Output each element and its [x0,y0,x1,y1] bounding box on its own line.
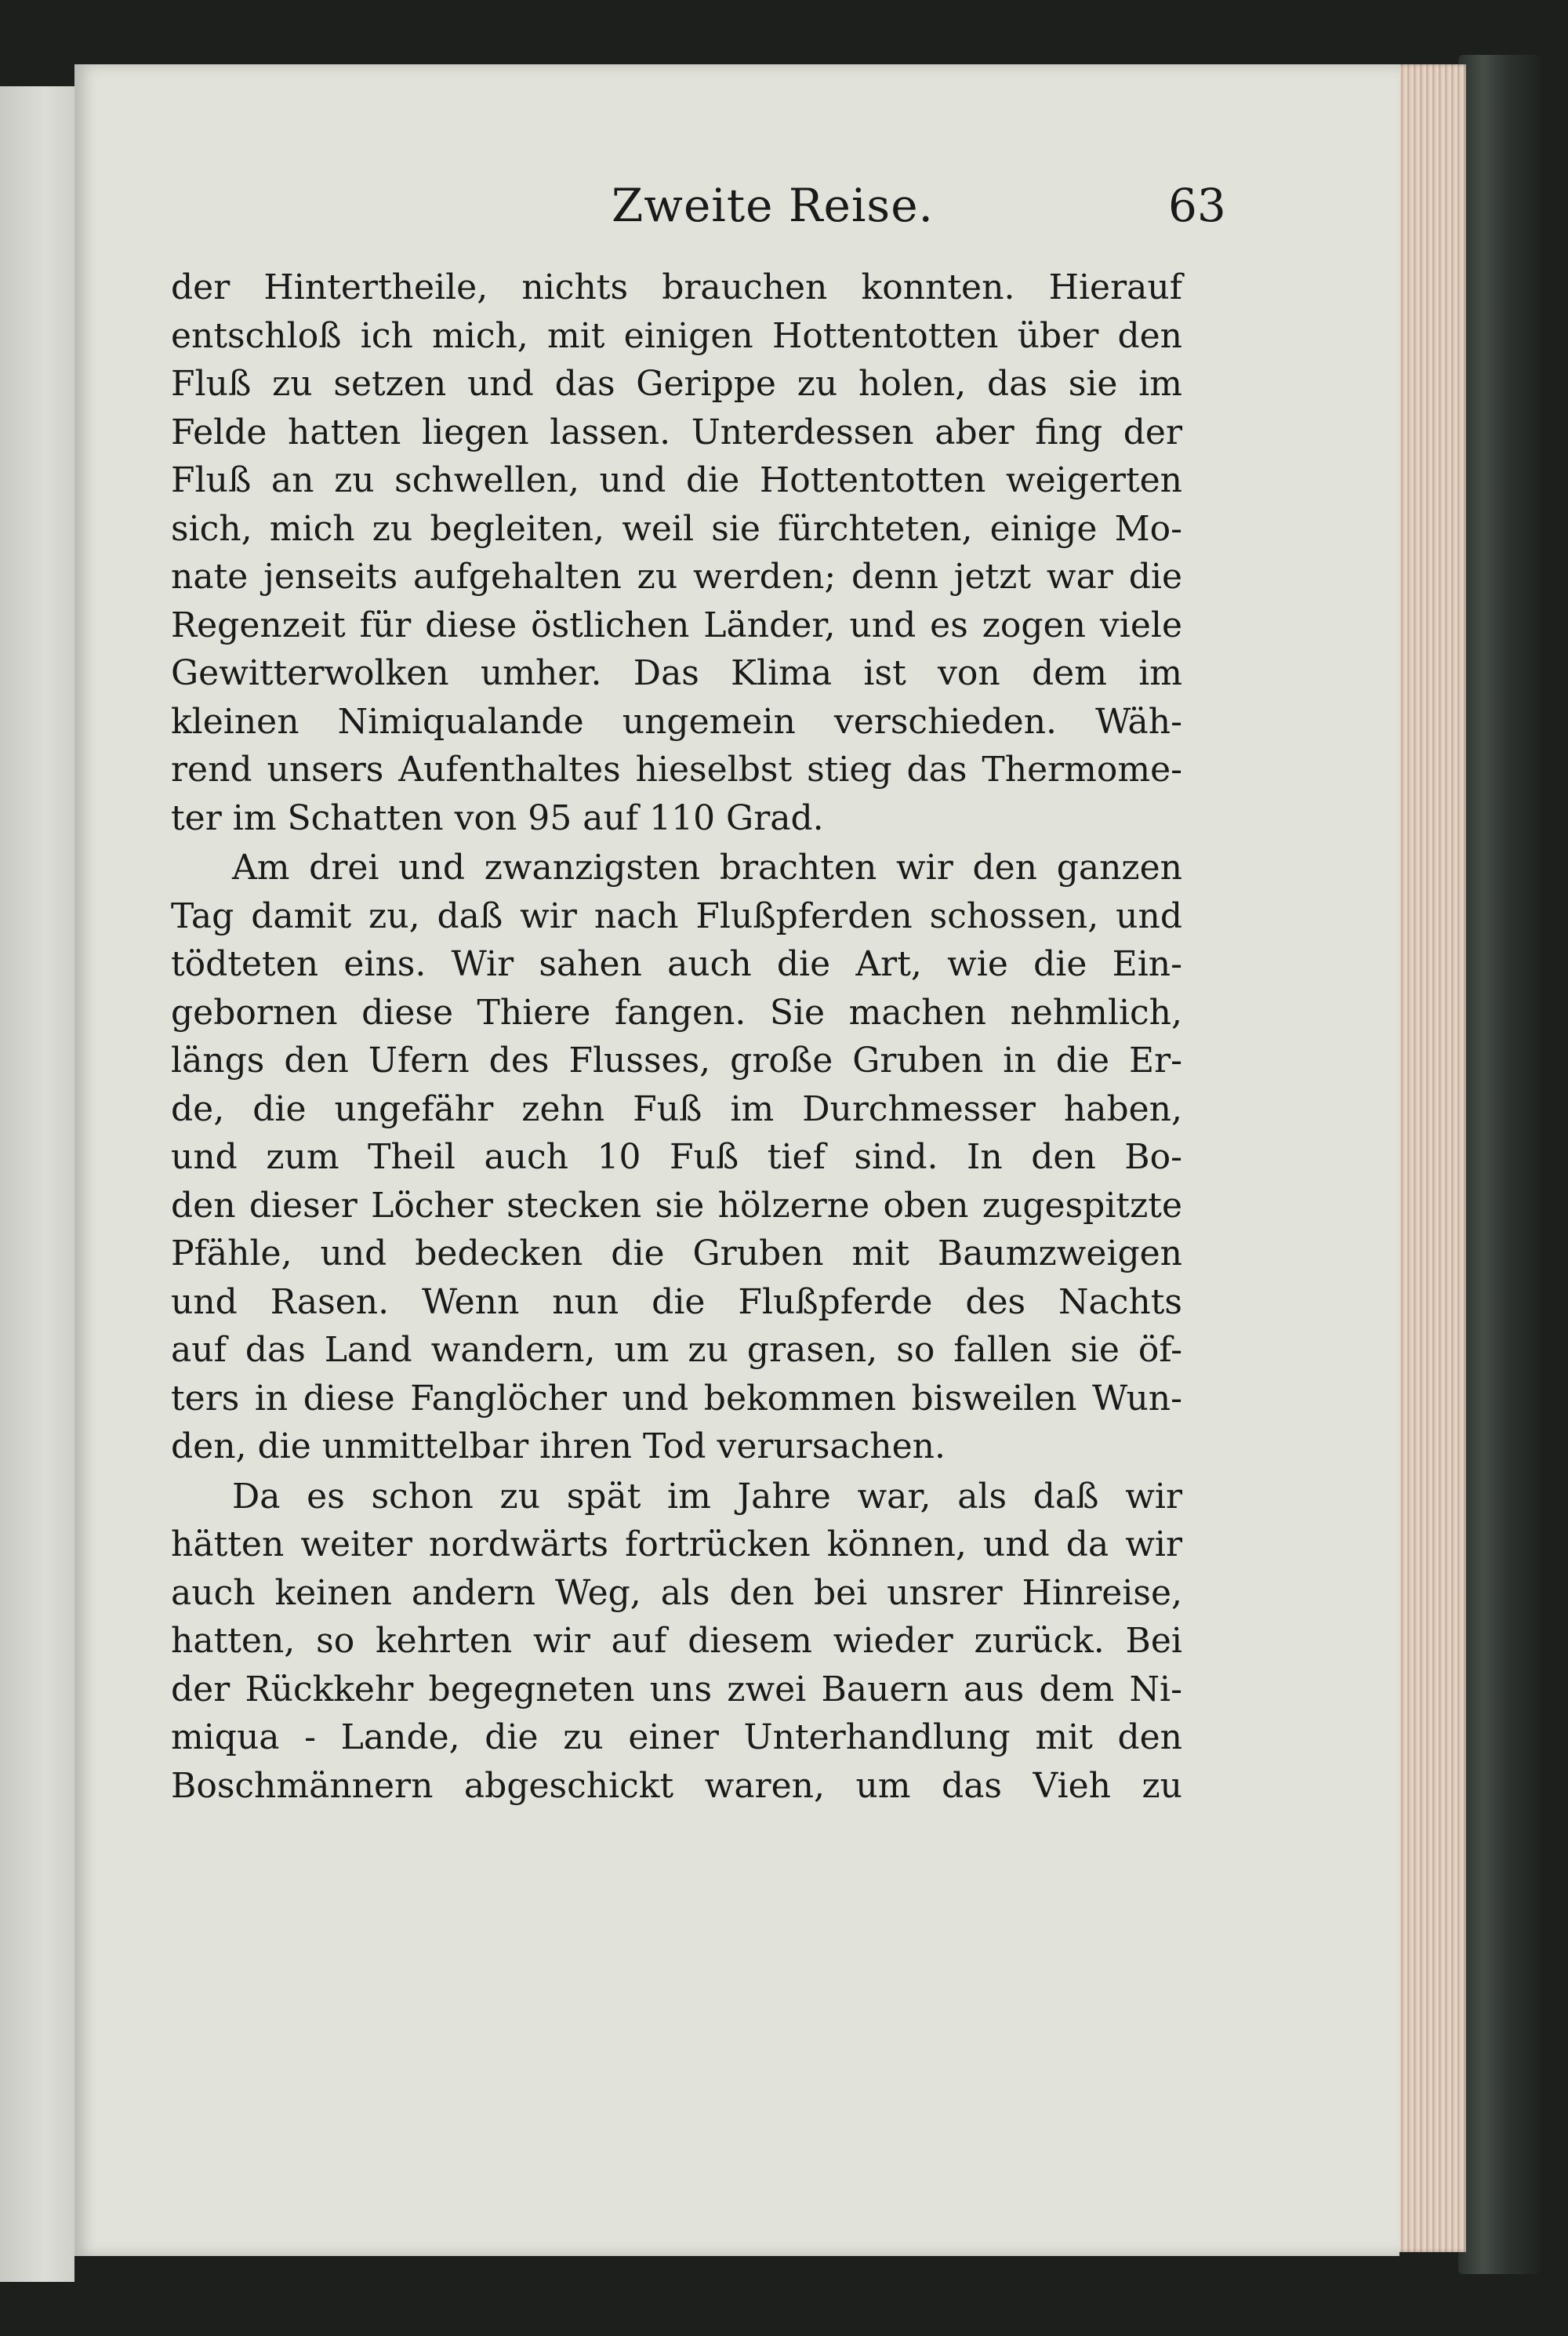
text-line: Pfähle, und bedecken die Gruben mit Baumzweigen [171,1233,1182,1273]
text-line: der Hintertheile, nichts brauchen konnten. Hierauf [171,267,1182,307]
text-line: den, die unmittelbar ihren Tod verursachen. [171,1426,946,1466]
text-line: auch keinen andern Weg, als den bei unsrer Hinreise, [171,1572,1182,1613]
text-line: den dieser Löcher stecken sie hölzerne oben zugespitzte [171,1185,1182,1226]
text-line: Regenzeit für diese östlichen Länder, und es zogen viele [171,605,1182,645]
text-line: hatten, so kehrten wir auf diesem wieder zurück. Bei [171,1621,1182,1661]
text-line: miqua - Lande, die zu einer Unterhandlung mit den [171,1717,1182,1757]
text-line: entschloß ich mich, mit einigen Hottentotten über den [171,315,1182,356]
text-line: hätten weiter nordwärts fortrücken können, und da wir [171,1524,1182,1564]
text-line: ters in diese Fanglöcher und bekommen bisweilen Wun- [171,1378,1182,1419]
text-line: und Rasen. Wenn nun die Flußpferde des Nachts [171,1281,1182,1322]
text-line: sich, mich zu begleiten, weil sie fürchteten, einige Mo- [171,508,1182,549]
book-cover-edge [1458,55,1541,2274]
facing-page-edge [0,86,74,2282]
text-line: auf das Land wandern, um zu grasen, so fallen sie öf- [171,1330,1182,1370]
text-line: Da es schon zu spät im Jahre war, als daß wir [232,1476,1182,1517]
text-line: kleinen Nimiqualande ungemein verschieden. Wäh- [171,701,1182,742]
page-stack-edge [1392,64,1466,2252]
text-line: de, die ungefähr zehn Fuß im Durchmesser haben, [171,1088,1182,1129]
paragraph [171,844,1182,1471]
text-line: und zum Theil auch 10 Fuß tief sind. In den Bo- [171,1137,1182,1177]
text-line: nate jenseits aufgehalten zu werden; denn jetzt war die [171,557,1182,597]
text-line: rend unsers Aufenthaltes hieselbst stieg das Thermome- [171,750,1182,790]
text-line: längs den Ufern des Flusses, große Gruben in die Er- [171,1041,1182,1081]
text-line: Fluß zu setzen und das Gerippe zu holen, das sie im [171,364,1182,404]
paragraph [171,1473,1182,1811]
text-line: gebornen diese Thiere fangen. Sie machen nehmlich, [171,992,1182,1033]
text-line: der Rückkehr begegneten uns zwei Bauern aus dem Ni- [171,1669,1182,1709]
text-line: Am drei und zwanzigsten brachten wir den ganzen [232,848,1182,888]
text-line: Tag damit zu, daß wir nach Flußpferden schossen, und [171,896,1182,936]
page-number: 63 [1168,179,1226,232]
paragraph [171,263,1182,842]
text-line: Fluß an zu schwellen, und die Hottentotten weigerten [171,460,1182,500]
text-line: Boschmännern abgeschickt waren, um das Vieh zu [171,1765,1182,1806]
text-line: Gewitterwolken umher. Das Klima ist von dem im [171,653,1182,693]
text-line: tödteten eins. Wir sahen auch die Art, wie die Ein- [171,944,1182,984]
body-text [171,263,1182,1810]
text-line: ter im Schatten von 95 auf 110 Grad. [171,797,824,838]
running-title: Zweite Reise. [612,179,934,232]
text-line: Felde hatten liegen lassen. Unterdessen aber fing der [171,412,1182,452]
